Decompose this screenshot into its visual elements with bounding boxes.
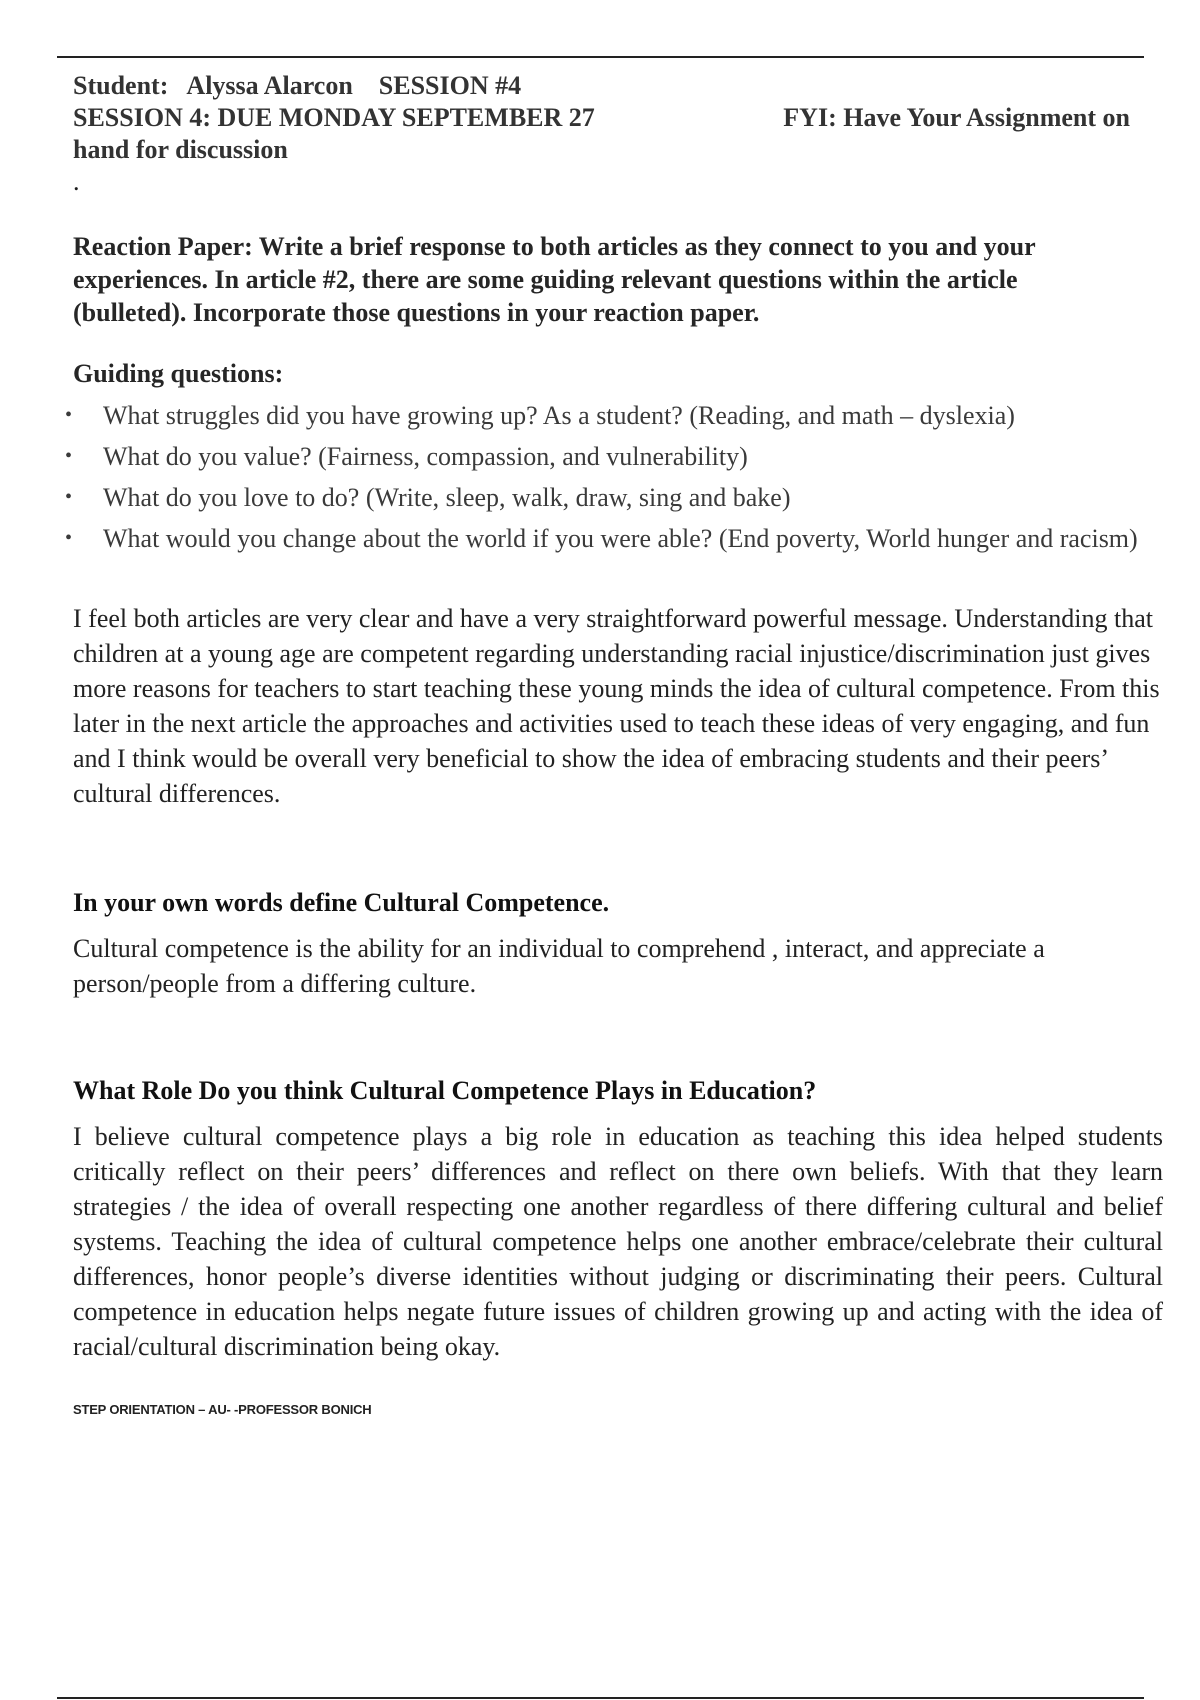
question-text: What do you value? (Fairness, compassion, and vulnerability) (103, 442, 748, 471)
define-competence-heading: In your own words define Cultural Competence. (73, 888, 610, 917)
fyi-note: FYI: Have Your Assignment on (783, 103, 1130, 132)
guiding-questions-title: Guiding questions: (73, 359, 284, 388)
list-item (65, 477, 1143, 518)
question-text: What struggles did you have growing up? As a student? (Reading, and math – dyslexia) (103, 401, 1015, 430)
period-mark: . (73, 167, 80, 196)
list-item (65, 436, 1143, 477)
bullet-icon: • (65, 486, 73, 508)
fyi-note-continued: hand for discussion (73, 135, 288, 164)
bottom-rule (57, 1697, 1144, 1699)
bullet-icon: • (65, 404, 73, 426)
bullet-icon: • (65, 445, 73, 467)
question-text: What would you change about the world if you were able? (End poverty, World hunger and racism) (103, 524, 1138, 553)
footer-label: STEP ORIENTATION – AU- -PROFESSOR BONICH (73, 1402, 372, 1417)
reaction-paper-prompt (73, 230, 1133, 329)
reaction-paragraph: I feel both articles are very clear and have a very straightforward powerful message. Understanding that children at a young age are competent regarding understanding racial injustice/discrimination just gives more reasons for teachers to start teaching these young minds the idea of cultural competence. From this later in the next article the approaches and activities used to teach these ideas of very engaging, and fun and I think would be overall very beneficial to show the idea of embracing students and their peers’ cultural differences. (73, 604, 1160, 808)
prompt-line: Reaction Paper: Write a brief response to both articles as they connect to you and your (73, 232, 1036, 261)
role-in-education-answer: I believe cultural competence plays a big role in education as teaching this idea helped students critically reflect on their peers’ differences and reflect on there own beliefs. With that they learn strategies / the idea of overall respecting one another regardless of there differing cultural and belief systems. Teaching the idea of cultural competence helps one another embrace/celebrate their cultural differences, honor people’s diverse identities without judging or discriminating their peers. Cultural competence in education helps negate future issues of children growing up and acting with the idea of racial/cultural discrimination being okay. (73, 1122, 1163, 1361)
list-item (65, 395, 1143, 436)
guiding-questions-list (65, 395, 1163, 559)
question-text: What do you love to do? (Write, sleep, walk, draw, sing and bake) (103, 483, 791, 512)
prompt-line: experiences. In article #2, there are some guiding relevant questions within the article (73, 265, 1018, 294)
list-item (65, 518, 1143, 559)
prompt-line: (bulleted). Incorporate those questions in your reaction paper. (73, 298, 760, 327)
document-page (65, 70, 1163, 1417)
bullet-icon: • (65, 527, 73, 549)
define-competence-answer: Cultural competence is the ability for an individual to comprehend , interact, and appreciate a person/people from a differing culture. (73, 934, 1045, 998)
session-line (73, 102, 1130, 134)
session-due: SESSION 4: DUE MONDAY SEPTEMBER 27 (73, 103, 595, 132)
student-line: Student: Alyssa Alarcon SESSION #4 (73, 71, 522, 100)
top-rule (57, 56, 1144, 58)
role-in-education-heading: What Role Do you think Cultural Competence Plays in Education? (73, 1076, 817, 1105)
